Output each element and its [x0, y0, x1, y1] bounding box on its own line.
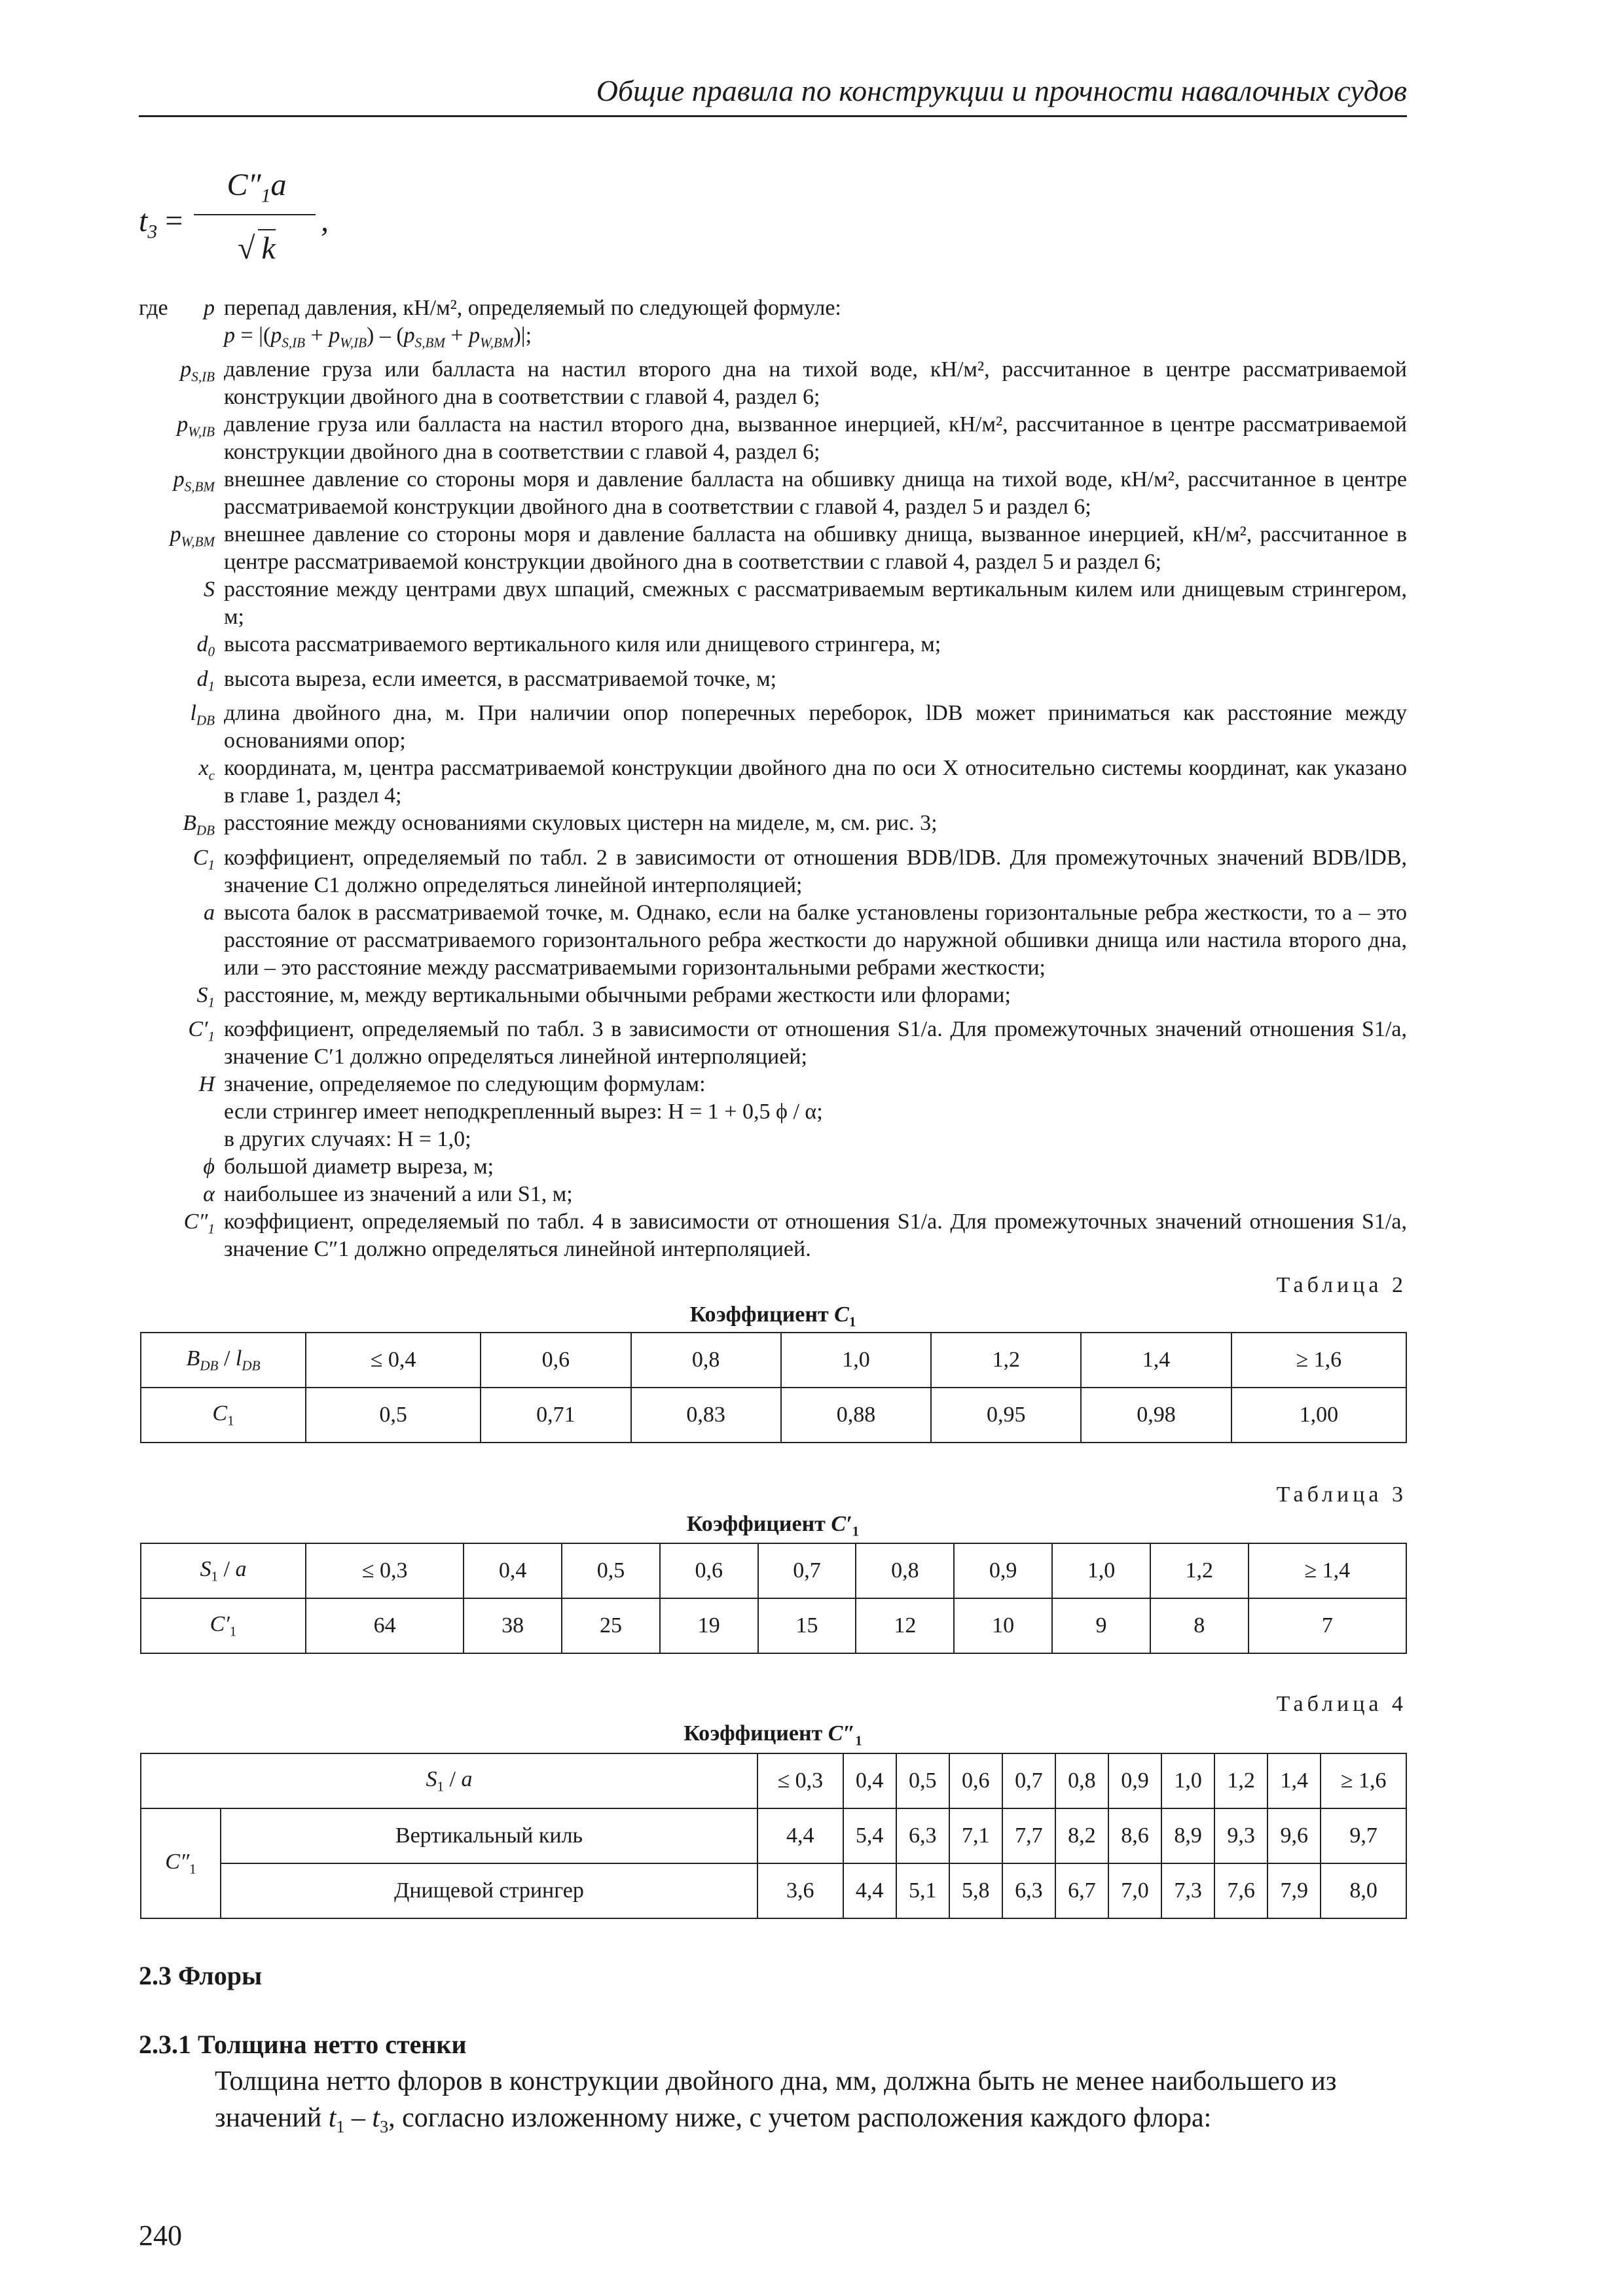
- table4-value-cell: 3,6: [757, 1863, 843, 1918]
- section-title: 2.3 Флоры: [139, 1961, 263, 1990]
- table4-ratio-cell: 1,0: [1161, 1753, 1214, 1808]
- table3-ratio-cell: 0,5: [562, 1543, 660, 1598]
- table3-value-cell: 8: [1150, 1598, 1249, 1653]
- def-H: H значение, определяемое по следующим формулам:: [198, 1071, 706, 1096]
- table3-ratio-cell: ≤ 0,3: [306, 1543, 464, 1598]
- table3-ratio-cell: 0,9: [954, 1543, 1052, 1598]
- table2-ratio-cell: 1,4: [1081, 1333, 1231, 1388]
- def-d1: $d_1$ высота выреза, если имеется, в рассматриваемой точке, м;: [196, 666, 777, 694]
- table3-value-row: [141, 1598, 1406, 1653]
- table4-row: [141, 1808, 1406, 1863]
- table3-value-cell: 38: [464, 1598, 562, 1653]
- table3-ratio-cell: 1,2: [1150, 1543, 1249, 1598]
- formula-t3: [139, 167, 532, 285]
- table4-value-cell: 6,3: [896, 1808, 949, 1863]
- table4-title: Коэффициент $C''_1$: [684, 1721, 862, 1749]
- table4-value-cell: 6,7: [1055, 1863, 1108, 1918]
- table4-value-cell: 5,1: [896, 1863, 949, 1918]
- table3-row-header: $S_1$ / a: [141, 1543, 306, 1598]
- table2-value-cell: 0,5: [306, 1388, 481, 1443]
- table4-value-cell: 6,3: [1002, 1863, 1055, 1918]
- table4-value-cell: 7,3: [1161, 1863, 1214, 1918]
- table4-value-cell: 7,0: [1108, 1863, 1161, 1918]
- table2-ratio-cell: ≤ 0,4: [306, 1333, 481, 1388]
- table2: [140, 1332, 1407, 1443]
- table4-value-cell: 8,0: [1321, 1863, 1406, 1918]
- table2-value-cell: 0,71: [481, 1388, 630, 1443]
- table2-row-header: $B_{DB} / l_{DB}$: [141, 1333, 306, 1388]
- table3-ratio-cell: 0,4: [464, 1543, 562, 1598]
- table4-group-header: $C''_1$: [141, 1808, 221, 1918]
- table3-value-cell: 9: [1052, 1598, 1150, 1653]
- H-formula-2: в других случаях: H = 1,0;: [224, 1126, 471, 1151]
- table2-value-cell: 1,00: [1231, 1388, 1406, 1443]
- table3-value-cell: 15: [758, 1598, 856, 1653]
- table4-ratio-cell: 0,7: [1002, 1753, 1055, 1808]
- def-ldb: $l_{DB}$ длина двойного дна, м. При наличии опор поперечных переборок, lDB может приниматься как расстояние между основаниями опор;: [190, 701, 1407, 753]
- table4-row-label: Днищевой стрингер: [221, 1863, 757, 1918]
- def-psib: $p_{S,IB}$ давление груза или балласта на настил второго дна на тихой воде, кН/м², рассчитанное в центре рассматриваемой конструкции двойного дна в соответствии с главой 4, раздел 6;: [180, 357, 1407, 410]
- table4-value-cell: 5,4: [843, 1808, 896, 1863]
- table2-ratio-cell: 1,2: [931, 1333, 1081, 1388]
- table4-value-cell: 5,8: [949, 1863, 1002, 1918]
- table4-value-cell: 7,7: [1002, 1808, 1055, 1863]
- table4-row-header: $S_1$ / a: [141, 1753, 757, 1808]
- table2-value-cell: 0,95: [931, 1388, 1081, 1443]
- def-a: a высота балок в рассматриваемой точке, м. Однако, если на балке установлены горизонтальные ребра жесткости, то a – это расстояние от рассматриваемого горизонтального ребра жесткости до наружной обшивки днища или настила второго дна, или – это расстояние между рассматриваемыми горизонтальными ребрами жесткости;: [204, 900, 1407, 980]
- table4-value-cell: 7,1: [949, 1808, 1002, 1863]
- table2-row2-header: $C_1$: [141, 1388, 306, 1443]
- table2-value-row: [141, 1388, 1406, 1443]
- table3-ratio-cell: 1,0: [1052, 1543, 1150, 1598]
- table4-ratio-cell: 0,4: [843, 1753, 896, 1808]
- subsection-text: Толщина нетто флоров в конструкции двойного дна, мм, должна быть не менее наибольшего из значений $t_1 - t_3$, согласно изложенному ниже, с учетом расположения каждого флора:: [215, 2066, 1337, 2137]
- header-rule: [139, 115, 1407, 117]
- def-S: S расстояние между центрами двух шпаций, смежных с рассматриваемым вертикальным килем или днищевым стрингером, м;: [204, 577, 1407, 630]
- def-alpha: α наибольшее из значений a или S1, м;: [203, 1181, 573, 1206]
- table4-ratio-cell: 0,5: [896, 1753, 949, 1808]
- table4-caption: Таблица 4: [1276, 1692, 1407, 1716]
- table2-title: Коэффициент $C_1$: [689, 1302, 856, 1330]
- table2-ratio-cell: 0,8: [631, 1333, 781, 1388]
- def-d0: $d_0$ высота рассматриваемого вертикального киля или днищевого стрингера, м;: [196, 632, 941, 660]
- table4-value-cell: 8,6: [1108, 1808, 1161, 1863]
- table3-title: Коэффициент $C'_1$: [686, 1512, 860, 1539]
- table4-value-cell: 7,6: [1214, 1863, 1267, 1918]
- running-header: Общие правила по конструкции и прочности навалочных судов: [596, 74, 1407, 107]
- table4-value-cell: 8,9: [1161, 1808, 1214, 1863]
- table4-row: [141, 1863, 1406, 1918]
- table3: [140, 1543, 1407, 1654]
- fraction-bar: [194, 214, 316, 215]
- table4-value-cell: 4,4: [757, 1808, 843, 1863]
- table3-value-cell: 10: [954, 1598, 1052, 1653]
- def-s1: $S_1$ расстояние, м, между вертикальными обычными ребрами жесткости или флорами;: [196, 982, 1011, 1010]
- def-c1-prime: $C'_1$ коэффициент, определяемый по табл. 3 в зависимости от отношения S1/a. Для промежуточных значений отношения S1/a, значение C′1 должно определяться линейной интерполяцией;: [188, 1016, 1407, 1069]
- table4-ratio-cell: ≥ 1,6: [1321, 1753, 1406, 1808]
- table3-value-cell: 7: [1249, 1598, 1406, 1653]
- def-xc: $x_c$ координата, м, центра рассматриваемой конструкции двойного дна по оси X относительно системы координат, как указано в главе 1, раздел 4;: [198, 756, 1407, 808]
- table3-value-cell: 25: [562, 1598, 660, 1653]
- table4-ratio-cell: 0,6: [949, 1753, 1002, 1808]
- table3-ratio-cell: 0,8: [856, 1543, 954, 1598]
- table3-value-cell: 64: [306, 1598, 464, 1653]
- H-formula-1: если стрингер имеет неподкрепленный вырез: H = 1 + 0,5 ϕ / α;: [224, 1099, 823, 1124]
- table2-value-cell: 0,83: [631, 1388, 781, 1443]
- table3-ratio-cell: 0,7: [758, 1543, 856, 1598]
- table4-value-cell: 9,6: [1267, 1808, 1321, 1863]
- table2-value-cell: 0,88: [781, 1388, 931, 1443]
- table4-ratio-cell: ≤ 0,3: [757, 1753, 843, 1808]
- page-number: 240: [139, 2219, 182, 2251]
- def-p: где p перепад давления, кН/м², определяемый по следующей формуле:: [139, 296, 841, 320]
- table4-ratio-cell: 0,8: [1055, 1753, 1108, 1808]
- formula-lhs: $t_3$ =: [139, 204, 183, 243]
- def-bdb: $B_{DB}$ расстояние между основаниями скуловых цистерн на миделе, м, см. рис. 3;: [183, 811, 938, 838]
- subsection-title: 2.3.1 Толщина нетто стенки: [139, 2030, 467, 2059]
- table4-value-cell: 7,9: [1267, 1863, 1321, 1918]
- table3-row2-header: $C'_1$: [141, 1598, 306, 1653]
- formula-denominator: √ k: [191, 229, 322, 266]
- table2-ratio-cell: ≥ 1,6: [1231, 1333, 1406, 1388]
- table4-value-cell: 9,3: [1214, 1808, 1267, 1863]
- table4-ratio-cell: 1,2: [1214, 1753, 1267, 1808]
- p-formula: $p = |(p_{S,IB} + p_{W,IB}) - (p_{S,BM} + p_{W,BM})|$;: [224, 323, 532, 351]
- def-phi: ϕ большой диаметр выреза, м;: [203, 1154, 494, 1179]
- table4-ratio-cell: 1,4: [1267, 1753, 1321, 1808]
- def-pwbm: $p_{W,BM}$ внешнее давление со стороны моря и давление балласта на обшивку днища, вызванное инерцией, кН/м², рассчитанное в центре рассматриваемой конструкции двойного дна в соответствии с главой 4, раздел 5 и раздел 6;: [170, 522, 1407, 575]
- table3-ratio-cell: 0,6: [660, 1543, 758, 1598]
- table2-ratio-cell: 0,6: [481, 1333, 630, 1388]
- table3-value-cell: 12: [856, 1598, 954, 1653]
- def-psbm: $p_{S,BM}$ внешнее давление со стороны моря и давление балласта на обшивку днища на тихой воде, кН/м², рассчитанное в центре рассматриваемой конструкции двойного дна в соответствии с главой 4, раздел 5 и раздел 6;: [173, 467, 1407, 520]
- table4-value-cell: 4,4: [843, 1863, 896, 1918]
- table3-value-cell: 19: [660, 1598, 758, 1653]
- table3-caption: Таблица 3: [1276, 1482, 1407, 1507]
- table4-value-cell: 8,2: [1055, 1808, 1108, 1863]
- table2-ratio-cell: 1,0: [781, 1333, 931, 1388]
- table4-value-cell: 9,7: [1321, 1808, 1406, 1863]
- table3-ratio-row: [141, 1543, 1406, 1598]
- table3-ratio-cell: ≥ 1,4: [1249, 1543, 1406, 1598]
- table4-ratio-row: [141, 1753, 1406, 1808]
- def-c1-double-prime: $C''_1$ коэффициент, определяемый по табл. 4 в зависимости от отношения S1/a. Для промежуточных значений отношения S1/a, значение C″1 должно определяться линейной интерполяцией.: [183, 1209, 1407, 1261]
- formula-numerator: $C''_1a$: [227, 168, 287, 207]
- definitions-list: [139, 295, 1407, 1263]
- table4-ratio-cell: 0,9: [1108, 1753, 1161, 1808]
- table4: [140, 1753, 1407, 1919]
- def-c1: $C_1$ коэффициент, определяемый по табл. 2 в зависимости от отношения BDB/lDB. Для промежуточных значений BDB/lDB, значение C1 должно определяться линейной интерполяцией;: [192, 845, 1407, 897]
- table2-caption: Таблица 2: [1276, 1273, 1407, 1297]
- table4-row-label: Вертикальный киль: [221, 1808, 757, 1863]
- table2-ratio-row: [141, 1333, 1406, 1388]
- formula-comma: ,: [321, 204, 329, 238]
- table2-value-cell: 0,98: [1081, 1388, 1231, 1443]
- def-pwib: $p_{W,IB}$ давление груза или балласта на настил второго дна, вызванное инерцией, кН/м², рассчитанное в центре рассматриваемой конструкции двойного дна в соответствии с главой 4, раздел 6;: [177, 412, 1407, 465]
